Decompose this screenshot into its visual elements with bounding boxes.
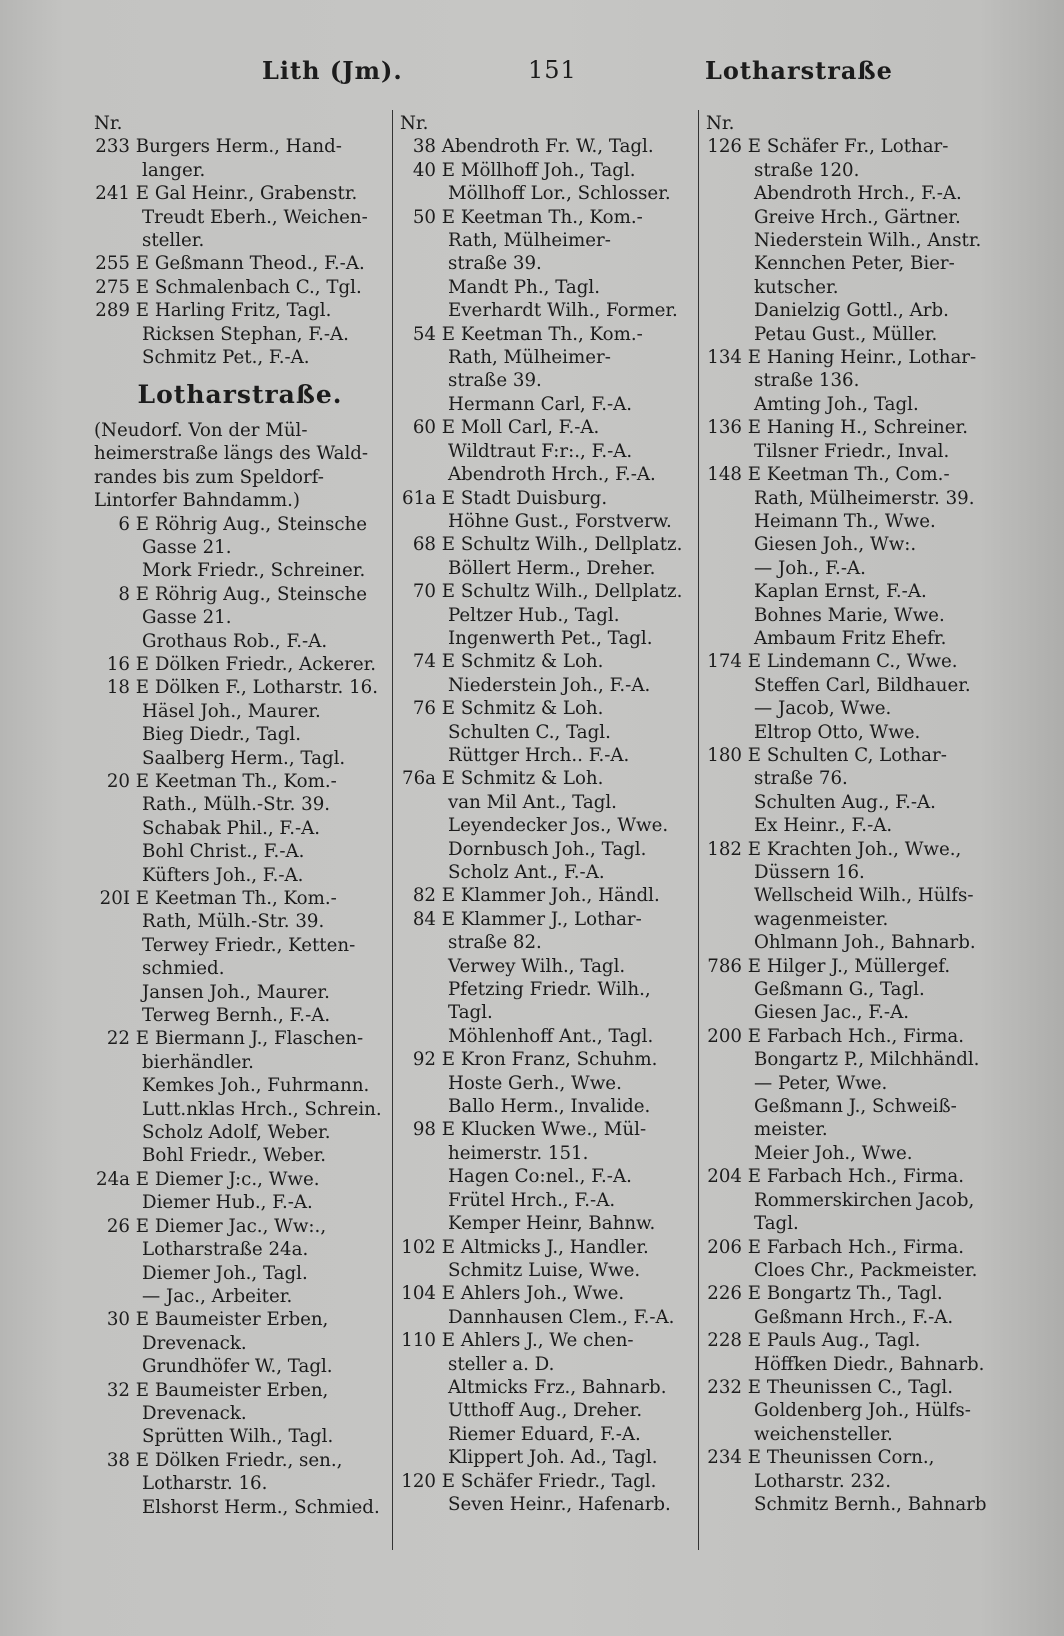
entry-text: E Krachten Joh., Wwe., [742, 838, 962, 860]
list-item: Bohnes Marie, Wwe. [754, 604, 945, 626]
list-item: Geßmann Hrch., F.-A. [754, 1306, 954, 1328]
column-head: Nr. [94, 113, 123, 134]
entry-text: E Ahlers Joh., Wwe. [436, 1283, 625, 1305]
list-item: Schulten Aug., F.-A. [754, 791, 936, 813]
house-number: 786 [707, 955, 742, 977]
house-number: 110 [401, 1330, 436, 1352]
list-item: Schmitz Luise, Wwe. [448, 1259, 641, 1281]
list-item [94, 1308, 386, 1331]
list-item: Möllhoff Lor., Schlosser. [448, 183, 671, 205]
list-item: — Jacob, Wwe. [754, 698, 892, 720]
list-item [94, 182, 386, 205]
house-number: 234 [707, 1447, 742, 1469]
entry-text: E Keetman Th., Kom.- [436, 323, 643, 345]
list-item: Höhne Gust., Forstverw. [448, 510, 672, 532]
list-item [400, 1048, 690, 1071]
list-item: Leyendecker Jos., Wwe. [448, 815, 669, 837]
list-item: Cloes Chr., Packmeister. [754, 1259, 978, 1281]
page-number: 151 [528, 56, 577, 84]
house-number: 104 [401, 1283, 436, 1305]
list-item: Bongartz P., Milchhändl. [754, 1049, 980, 1071]
house-number: 76 [412, 698, 436, 720]
list-item [94, 252, 386, 275]
house-number: 18 [106, 677, 130, 699]
entry-text: E Gal Heinr., Grabenstr. [130, 183, 358, 205]
list-item: straße 120. [754, 159, 860, 181]
list-item: Elshorst Herm., Schmied. [142, 1496, 380, 1518]
list-item [400, 580, 690, 603]
house-number: 228 [707, 1330, 742, 1352]
entry-list [94, 135, 386, 369]
list-item [400, 323, 690, 346]
entry-text: E Theunissen Corn., [742, 1447, 935, 1469]
list-item [400, 1236, 690, 1259]
house-number: 136 [707, 417, 742, 439]
entry-text: E Schultz Wilh., Dellplatz. [436, 581, 683, 603]
entry-text: E Schmitz & Loh. [436, 651, 604, 673]
column-head: Nr. [706, 113, 735, 134]
list-item: Ingenwerth Pet., Tagl. [448, 627, 653, 649]
list-item: Niederstein Wilh., Anstr. [754, 230, 982, 252]
entry-text: E Harling Fritz, Tagl. [130, 300, 332, 322]
house-number: 40 [412, 159, 436, 181]
house-number: 30 [106, 1309, 130, 1331]
house-number: 50 [412, 206, 436, 228]
list-item: Seven Heinr., Hafenarb. [448, 1493, 671, 1515]
list-item [94, 1449, 386, 1472]
list-item: Niederstein Joh., F.-A. [448, 674, 651, 696]
house-number: 70 [412, 581, 436, 603]
list-item: weichensteller. [754, 1423, 893, 1445]
house-number: 54 [412, 323, 436, 345]
entry-text: E Schultz Wilh., Dellplatz. [436, 534, 683, 556]
house-number: 102 [401, 1236, 436, 1258]
entry-text: E Klammer J., Lothar- [436, 908, 642, 930]
list-item [94, 299, 386, 322]
column-1 [94, 112, 386, 1519]
list-item: kutscher. [754, 276, 839, 298]
list-item [706, 1329, 998, 1352]
house-number: 126 [707, 136, 742, 158]
list-item: Bohl Friedr., Weber. [142, 1145, 327, 1167]
list-item: Rüttger Hrch.. F.-A. [448, 744, 630, 766]
entry-text: E Altmicks J., Handler. [436, 1236, 649, 1258]
house-number: 206 [707, 1236, 742, 1258]
section-intro [94, 419, 386, 513]
entry-text: E Diemer Jac., Ww:., [130, 1215, 327, 1237]
list-item: van Mil Ant., Tagl. [448, 791, 617, 813]
entry-list [706, 135, 998, 1516]
page-header [0, 56, 1064, 96]
list-item: Tagl. [448, 1002, 493, 1024]
list-item [706, 1165, 998, 1188]
list-item: Bohl Christ., F.-A. [142, 841, 305, 863]
list-item: Höffken Diedr., Bahnarb. [754, 1353, 985, 1375]
entry-text: E Farbach Hch., Firma. [742, 1166, 965, 1188]
list-item: Böllert Herm., Dreher. [448, 557, 656, 579]
list-item: meister. [754, 1119, 828, 1141]
list-item: Kemkes Joh., Fuhrmann. [142, 1075, 370, 1097]
list-item [94, 135, 386, 158]
entry-text: E Lindemann C., Wwe. [742, 651, 958, 673]
house-number: 148 [707, 464, 742, 486]
entry-text: E Dölken Friedr., Ackerer. [130, 653, 377, 675]
house-number: 22 [106, 1028, 130, 1050]
list-item [400, 884, 690, 907]
house-number: 24a [96, 1168, 130, 1190]
list-item [706, 463, 998, 486]
entry-list [400, 135, 690, 1516]
list-item: Giesen Jac., F.-A. [754, 1002, 909, 1024]
house-number: 8 [118, 583, 130, 605]
house-number: 200 [707, 1025, 742, 1047]
list-item [706, 1236, 998, 1259]
entry-text: E Haning Heinr., Lothar- [742, 347, 977, 369]
list-item [400, 487, 690, 510]
house-number: 180 [707, 744, 742, 766]
column-divider [698, 110, 699, 1550]
intro-line: (Neudorf. Von der Mül- [94, 419, 308, 441]
list-item [400, 650, 690, 673]
house-number: 76a [402, 768, 436, 790]
list-item: straße 39. [448, 370, 542, 392]
entry-text: Burgers Herm., Hand- [130, 136, 342, 158]
list-item: Rath, Mülheimer- [448, 230, 611, 252]
list-item: Küfters Joh., F.-A. [142, 864, 304, 886]
list-item: Gasse 21. [142, 536, 232, 558]
list-item: — Joh., F.-A. [754, 557, 866, 579]
entry-text: E Diemer J:c., Wwe. [130, 1168, 320, 1190]
list-item: Häsel Joh., Maurer. [142, 700, 321, 722]
list-item: Lotharstr. 16. [142, 1473, 268, 1495]
list-item: Frütel Hrch., F.-A. [448, 1189, 616, 1211]
house-number: 289 [95, 300, 130, 322]
list-item: Kemper Heinr, Bahnw. [448, 1213, 656, 1235]
house-number: 174 [707, 651, 742, 673]
list-item [706, 1376, 998, 1399]
entry-text: E Ahlers J., We chen- [436, 1330, 634, 1352]
list-item [400, 908, 690, 931]
list-item: Rath, Mülheimerstr. 39. [754, 487, 975, 509]
entry-text: E Möllhoff Joh., Tagl. [436, 159, 636, 181]
list-item: straße 76. [754, 768, 848, 790]
entry-text: Abendroth Fr. W., Tagl. [436, 136, 654, 158]
list-item [400, 206, 690, 229]
list-item: Ballo Herm., Invalide. [448, 1096, 651, 1118]
list-item: Terwey Friedr., Ketten- [142, 934, 356, 956]
list-item: Lotharstr. 232. [754, 1470, 891, 1492]
list-item: Geßmann J., Schweiß- [754, 1096, 957, 1118]
house-number: 16 [106, 653, 130, 675]
list-item [94, 276, 386, 299]
entry-text: E Baumeister Erben, [130, 1309, 329, 1331]
list-item [94, 887, 386, 910]
entry-text: E Schäfer Friedr., Tagl. [436, 1470, 657, 1492]
list-item: Schmitz Pet., F.-A. [142, 347, 310, 369]
list-item: Düssern 16. [754, 862, 865, 883]
list-item [94, 1215, 386, 1238]
entry-text: E Schmitz & Loh. [436, 768, 604, 790]
list-item: Abendroth Hrch., F.-A. [754, 183, 962, 205]
list-item [400, 1118, 690, 1141]
list-item: Sprütten Wilh., Tagl. [142, 1426, 334, 1448]
list-item: straße 136. [754, 370, 860, 392]
entry-text: E Dölken Friedr., sen., [130, 1449, 343, 1471]
house-number: 84 [412, 908, 436, 930]
entry-text: E Moll Carl, F.-A. [436, 417, 600, 439]
list-item: Grothaus Rob., F.-A. [142, 630, 328, 652]
list-item [706, 346, 998, 369]
list-item: Eltrop Otto, Wwe. [754, 721, 921, 743]
list-item: langer. [142, 159, 206, 181]
list-item [706, 135, 998, 158]
house-number: 38 [106, 1449, 130, 1471]
list-item: Danielzig Gottl., Arb. [754, 300, 949, 322]
list-item [400, 1329, 690, 1352]
entry-text: E Farbach Hch., Firma. [742, 1025, 965, 1047]
list-item [94, 1168, 386, 1191]
list-item: Kaplan Ernst, F.-A. [754, 581, 927, 603]
list-item: Peltzer Hub., Tagl. [448, 604, 620, 626]
list-item: Ex Heinr., F.-A. [754, 815, 893, 837]
house-number: 20 [106, 770, 130, 792]
intro-line: randes bis zum Speldorf- [94, 466, 324, 488]
list-item: bierhändler. [142, 1051, 254, 1073]
list-item: Grundhöfer W., Tagl. [142, 1356, 333, 1378]
list-item [94, 770, 386, 793]
list-item: Hagen Co:nel., F.-A. [448, 1166, 632, 1188]
house-number: 82 [412, 885, 436, 907]
list-item: Pfetzing Friedr. Wilh., [448, 979, 651, 1001]
list-item: Meier Joh., Wwe. [754, 1142, 913, 1164]
list-item: Lutt.nklas Hrch., Schrein. [142, 1098, 382, 1120]
list-item [400, 767, 690, 790]
list-item: Heimann Th., Wwe. [754, 510, 936, 532]
list-item [706, 1282, 998, 1305]
house-number: 204 [707, 1166, 742, 1188]
column-head: Nr. [400, 113, 429, 134]
list-item: Schmitz Bernh., Bahnarb [754, 1493, 987, 1515]
list-item: Schabak Phil., F.-A. [142, 817, 321, 839]
list-item: Rommerskirchen Jacob, [754, 1189, 975, 1211]
house-number: 134 [707, 347, 742, 369]
list-item: Kennchen Peter, Bier- [754, 253, 955, 275]
house-number: 255 [95, 253, 130, 275]
list-item: Ambaum Fritz Ehefr. [754, 627, 947, 649]
entry-text: E Stadt Duisburg. [436, 487, 608, 509]
entry-text: E Röhrig Aug., Steinsche [130, 583, 368, 605]
house-number: 6 [118, 513, 130, 535]
entry-text: E Keetman Th., Kom.- [130, 888, 337, 909]
list-item: schmied. [142, 958, 225, 980]
list-item: Bieg Diedr., Tagl. [142, 724, 302, 746]
list-item: Wellscheid Wilh., Hülfs- [754, 885, 974, 907]
list-item: steller a. D. [448, 1353, 555, 1375]
list-item: Wildtraut F:r:., F.-A. [448, 440, 633, 462]
list-item [400, 416, 690, 439]
list-item: Terweg Bernh., F.-A. [142, 1005, 331, 1027]
entry-text: E Schmitz & Loh. [436, 698, 604, 720]
list-item [706, 955, 998, 978]
list-item: Treudt Eberh., Weichen- [142, 206, 368, 228]
list-item [94, 513, 386, 536]
list-item: Mork Friedr., Schreiner. [142, 560, 366, 582]
list-item: Klippert Joh. Ad., Tagl. [448, 1447, 658, 1469]
list-item [400, 135, 690, 158]
list-item [706, 650, 998, 673]
list-item: Rath., Mülh.-Str. 39. [142, 794, 331, 816]
list-item [94, 1379, 386, 1402]
list-item: steller. [142, 230, 205, 252]
list-item: Scholz Ant., F.-A. [448, 862, 605, 883]
entry-text: E Bongartz Th., Tagl. [742, 1283, 943, 1305]
house-number: 275 [95, 276, 130, 298]
list-item: Diemer Joh., Tagl. [142, 1262, 308, 1284]
list-item: Geßmann G., Tagl. [754, 979, 925, 1001]
intro-line: Lintorfer Bahndamm.) [94, 490, 301, 512]
entry-text: E Biermann J., Flaschen- [130, 1028, 364, 1050]
entry-text: E Keetman Th., Com.- [742, 464, 950, 486]
list-item: Giesen Joh., Ww:. [754, 534, 917, 556]
list-item [706, 744, 998, 767]
house-number: 38 [412, 136, 436, 158]
entry-text: E Dölken F., Lotharstr. 16. [130, 677, 379, 699]
list-item: Jansen Joh., Maurer. [142, 981, 330, 1003]
list-item: Rath, Mülh.-Str. 39. [142, 911, 325, 933]
house-number: 20I [99, 888, 130, 909]
list-item [400, 1282, 690, 1305]
list-item: Utthoff Aug., Dreher. [448, 1400, 643, 1422]
entry-text: E Baumeister Erben, [130, 1379, 329, 1401]
entry-text: E Schäfer Fr., Lothar- [742, 136, 949, 158]
list-item [706, 1025, 998, 1048]
entry-text: E Farbach Hch., Firma. [742, 1236, 965, 1258]
list-item [400, 159, 690, 182]
entry-text: E Schulten C, Lothar- [742, 744, 947, 766]
house-number: 120 [401, 1470, 436, 1492]
column-3 [706, 112, 998, 1516]
list-item: Drevenack. [142, 1402, 247, 1424]
list-item [706, 838, 998, 861]
entry-text: E Klammer Joh., Händl. [436, 885, 660, 907]
house-number: 226 [707, 1283, 742, 1305]
list-item: Gasse 21. [142, 607, 232, 629]
house-number: 32 [106, 1379, 130, 1401]
list-item [94, 653, 386, 676]
list-item: heimerstr. 151. [448, 1142, 589, 1164]
column-2 [400, 112, 690, 1516]
list-item: Goldenberg Joh., Hülfs- [754, 1400, 971, 1422]
entry-text: E Klucken Wwe., Mül- [436, 1119, 647, 1141]
entry-text: E Röhrig Aug., Steinsche [130, 513, 368, 535]
entry-text: E Haning H., Schreiner. [742, 417, 969, 439]
entry-text: E Pauls Aug., Tagl. [742, 1330, 921, 1352]
house-number: 98 [412, 1119, 436, 1141]
list-item: Riemer Eduard, F.-A. [448, 1423, 641, 1445]
house-number: 61a [402, 487, 436, 509]
entry-text: E Keetman Th., Kom.- [436, 206, 643, 228]
list-item: Tagl. [754, 1213, 799, 1235]
list-item: Scholz Adolf, Weber. [142, 1122, 331, 1144]
list-item: straße 82. [448, 932, 542, 954]
list-item: Möhlenhoff Ant., Tagl. [448, 1025, 654, 1047]
list-item: Abendroth Hrch., F.-A. [448, 464, 656, 486]
list-item: Ricksen Stephan, F.-A. [142, 323, 349, 345]
list-item: Dornbusch Joh., Tagl. [448, 838, 647, 860]
list-item: Lotharstraße 24a. [142, 1239, 309, 1261]
entry-text: E Keetman Th., Kom.- [130, 770, 337, 792]
list-item: Saalberg Herm., Tagl. [142, 747, 346, 769]
house-number: 92 [412, 1049, 436, 1071]
list-item: Tilsner Friedr., Inval. [754, 440, 950, 462]
list-item: wagenmeister. [754, 908, 889, 930]
list-item: Petau Gust., Müller. [754, 323, 938, 345]
list-item [400, 533, 690, 556]
house-number: 68 [412, 534, 436, 556]
house-number: 60 [412, 417, 436, 439]
list-item: Ohlmann Joh., Bahnarb. [754, 932, 976, 954]
list-item [400, 697, 690, 720]
list-item [94, 583, 386, 606]
entry-text: E Hilger J., Müllergef. [742, 955, 951, 977]
list-item: Dannhausen Clem., F.-A. [448, 1306, 675, 1328]
house-number: 241 [95, 183, 130, 205]
list-item [400, 1470, 690, 1493]
column-divider [392, 110, 393, 1550]
house-number: 233 [95, 136, 130, 158]
entry-text: E Geßmann Theod., F.-A. [130, 253, 365, 275]
header-left: Lith (Jm). [262, 56, 403, 85]
list-item [94, 676, 386, 699]
list-item [706, 416, 998, 439]
section-title: Lotharstraße. [137, 380, 343, 410]
list-item [94, 1027, 386, 1050]
header-right: Lotharstraße [705, 56, 893, 85]
house-number: 74 [412, 651, 436, 673]
intro-line: heimerstraße längs des Wald- [94, 443, 369, 465]
list-item: Hermann Carl, F.-A. [448, 393, 633, 415]
list-item: Altmicks Frz., Bahnarb. [448, 1376, 667, 1398]
list-item [706, 1446, 998, 1469]
list-item: Mandt Ph., Tagl. [448, 276, 601, 298]
list-item: — Jac., Arbeiter. [142, 1285, 293, 1307]
list-item: Steffen Carl, Bildhauer. [754, 674, 971, 696]
list-item: Rath, Mülheimer- [448, 347, 611, 369]
list-item: Verwey Wilh., Tagl. [448, 955, 626, 977]
list-item: Amting Joh., Tagl. [754, 393, 919, 415]
list-item: Everhardt Wilh., Former. [448, 300, 678, 322]
list-item: straße 39. [448, 253, 542, 275]
house-number: 232 [707, 1376, 742, 1398]
entry-text: E Schmalenbach C., Tgl. [130, 276, 362, 298]
list-item: Greive Hrch., Gärtner. [754, 206, 961, 228]
list-item: — Peter, Wwe. [754, 1072, 888, 1094]
list-item: Diemer Hub., F.-A. [142, 1192, 313, 1214]
entry-text: E Theunissen C., Tagl. [742, 1376, 954, 1398]
house-number: 26 [106, 1215, 130, 1237]
entry-text: E Kron Franz, Schuhm. [436, 1049, 658, 1071]
list-item: Schulten C., Tagl. [448, 721, 611, 743]
house-number: 182 [707, 838, 742, 860]
entry-list [94, 513, 386, 1519]
list-item: Drevenack. [142, 1332, 247, 1354]
list-item: Hoste Gerh., Wwe. [448, 1072, 622, 1094]
